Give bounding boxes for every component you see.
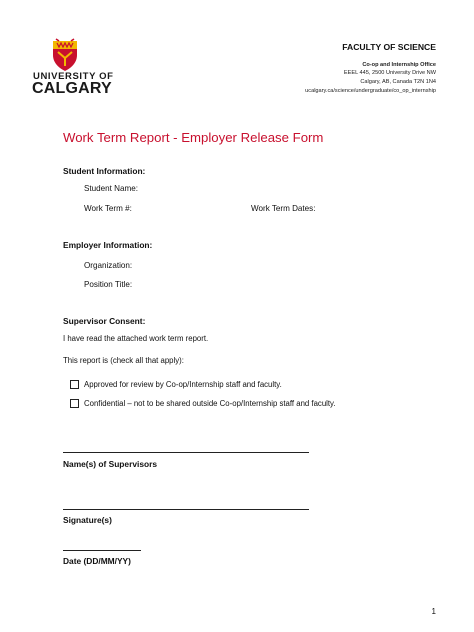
address-line-1: EEEL 445, 2500 University Drive NW [343, 70, 436, 76]
date-label: Date (DD/MM/YY) [63, 556, 131, 566]
date-line[interactable] [63, 550, 141, 551]
work-term-dates-label: Work Term Dates: [251, 204, 316, 213]
read-statement: I have read the attached work term report. [63, 334, 209, 343]
signature-label: Signature(s) [63, 515, 112, 525]
office-url[interactable]: ucalgary.ca/science/undergraduate/co_op_internship [305, 88, 436, 94]
confidential-checkbox[interactable] [70, 399, 79, 408]
signature-line[interactable] [63, 509, 309, 510]
address-line-2: Calgary, AB, Canada T2N 1N4 [360, 79, 436, 85]
logo-calgary: CALGARY [32, 80, 112, 97]
page-number: 1 [431, 607, 436, 616]
supervisor-consent-heading: Supervisor Consent: [63, 316, 146, 326]
university-crest-icon [50, 38, 80, 72]
confidential-option-label: Confidential – not to be shared outside Co-op/Internship staff and faculty. [84, 399, 336, 408]
student-name-label: Student Name: [84, 184, 138, 193]
supervisor-names-label: Name(s) of Supervisors [63, 459, 158, 469]
office-name: Co-op and Internship Office [362, 62, 436, 68]
approved-checkbox[interactable] [70, 380, 79, 389]
work-term-label: Work Term #: [84, 204, 132, 213]
organization-label: Organization: [84, 261, 133, 270]
employer-info-heading: Employer Information: [63, 240, 153, 250]
supervisor-names-line[interactable] [63, 452, 309, 453]
student-info-heading: Student Information: [63, 166, 146, 176]
form-title: Work Term Report - Employer Release Form [63, 130, 324, 145]
faculty-name: FACULTY OF SCIENCE [342, 42, 436, 52]
check-prompt: This report is (check all that apply): [63, 356, 184, 365]
logo-university-of: UNIVERSITY OF [33, 71, 114, 82]
approved-option-label: Approved for review by Co-op/Internship staff and faculty. [84, 380, 282, 389]
position-title-label: Position Title: [84, 280, 133, 289]
